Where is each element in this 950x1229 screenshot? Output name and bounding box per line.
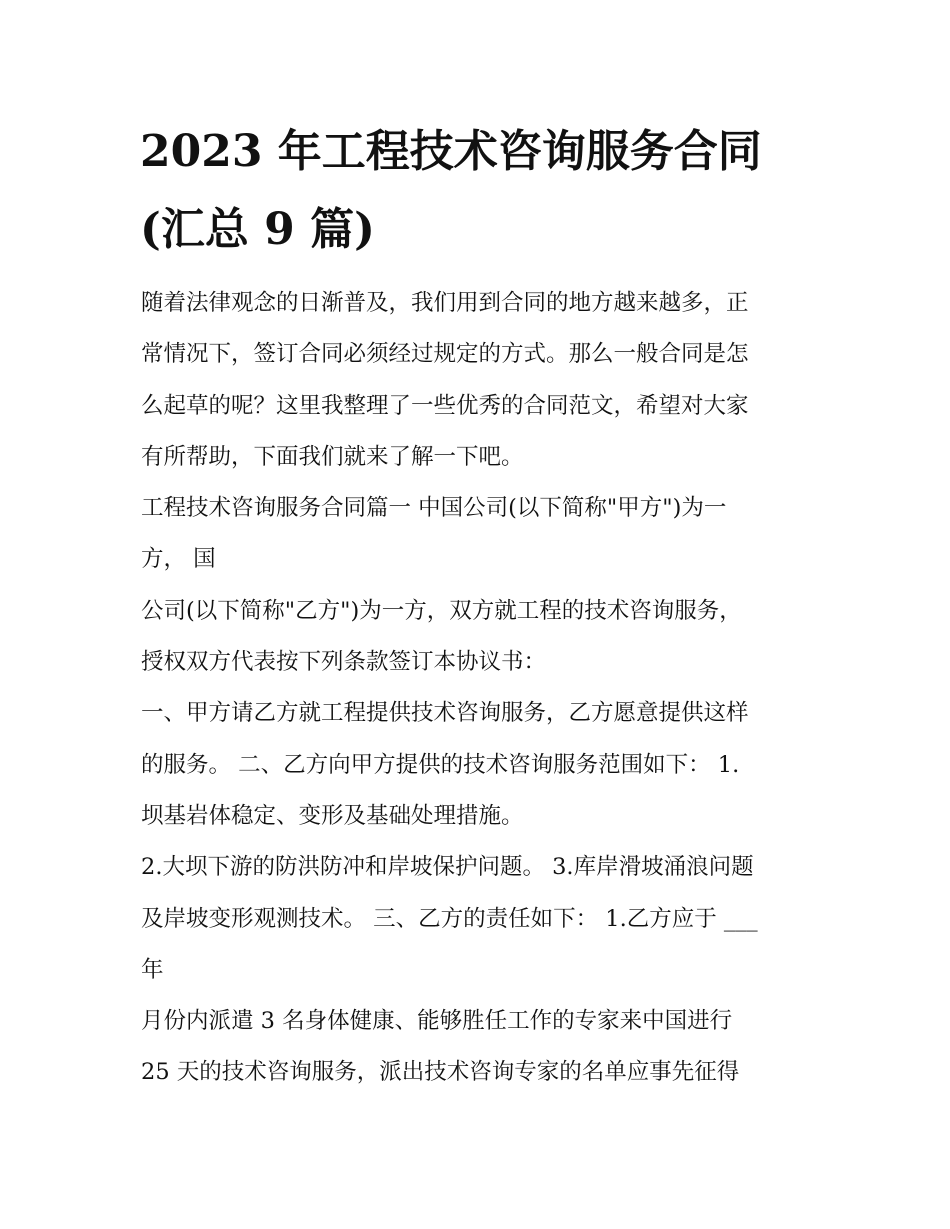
body-line: 一、甲方请乙方就工程提供技术咨询服务，乙方愿意提供这样 xyxy=(141,700,749,727)
body-line: 方， 国 xyxy=(141,546,216,573)
title-line-2: (汇总 9 篇) xyxy=(140,204,375,255)
document-title xyxy=(140,113,820,269)
body-line: 常情况下，签订合同必须经过规定的方式。那么一般合同是怎 xyxy=(141,341,749,368)
body-line: 授权双方代表按下列条款签订本协议书： xyxy=(141,649,547,676)
body-line: 有所帮助，下面我们就来了解一下吧。 xyxy=(141,443,524,470)
body-line: 么起草的呢？这里我整理了一些优秀的合同范文，希望对大家 xyxy=(141,392,749,419)
body-line: 2.大坝下游的防洪防冲和岸坡保护问题。 3.库岸滑坡涌浪问题 xyxy=(141,854,754,881)
body-line: 公司(以下简称"乙方")为一方，双方就工程的技术咨询服务， xyxy=(141,597,742,624)
body-line: 工程技术咨询服务合同篇一 中国公司(以下简称"甲方")为一 xyxy=(141,495,727,522)
document-body xyxy=(141,278,821,1099)
body-line: 年 xyxy=(141,956,164,983)
body-line: 月份内派遣 3 名身体健康、能够胜任工作的专家来中国进行 xyxy=(141,1008,733,1035)
body-line: 的服务。 二、乙方向甲方提供的技术咨询服务范围如下： 1. xyxy=(141,751,740,778)
body-line: 25 天的技术咨询服务，派出技术咨询专家的名单应事先征得 xyxy=(141,1059,740,1086)
body-line: 随着法律观念的日渐普及，我们用到合同的地方越来越多，正 xyxy=(141,290,749,316)
title-line-1: 2023 年工程技术咨询服务合同 xyxy=(140,126,762,177)
body-line: 坝基岩体稳定、变形及基础处理措施。 xyxy=(141,802,524,829)
body-line: 及岸坡变形观测技术。 三、乙方的责任如下： 1.乙方应于 ___ xyxy=(141,905,758,932)
